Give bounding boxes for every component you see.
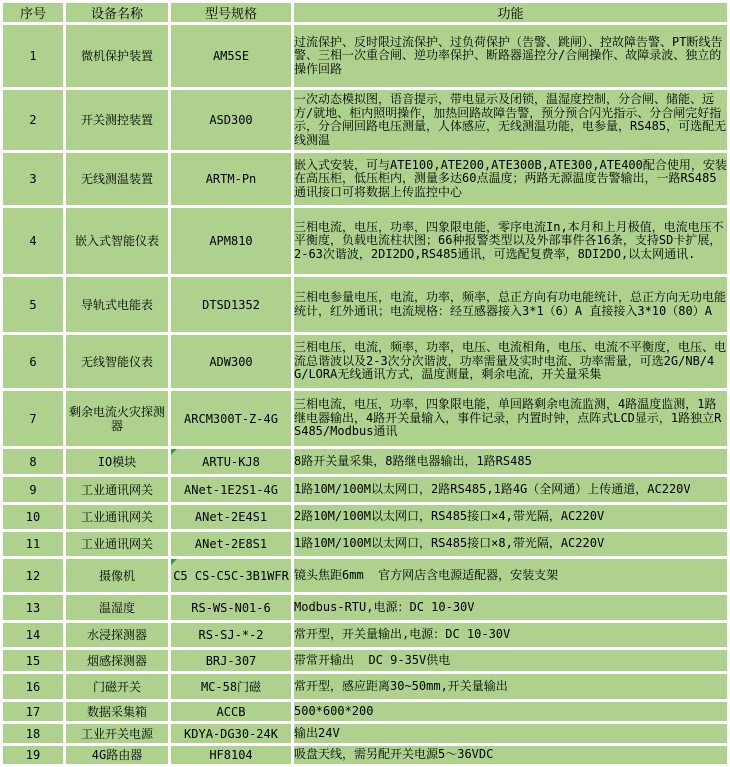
cell-function[interactable]: 三相电压，电流，频率，功率，电压、电流相角，电压、电流不平衡度，电压、电流总谐波以及2-3次分次谐波，功率需量及实时电流、功率需量，可选2G/NB/4G/LORA无线通讯方式，温度测量，剩余电流，开关量采集: [294, 335, 727, 388]
cell-index[interactable]: 5: [3, 277, 63, 332]
cell-model[interactable]: ARTM-Pn: [171, 153, 291, 205]
cell-flag-triangle-icon: [171, 449, 177, 455]
cell-model[interactable]: C5 CS-C5C-3B1WFR: [171, 559, 291, 592]
cell-function[interactable]: 三相电参量电压，电流，功率，频率，总正方向有功电能统计，总正方向无功电能统计，红外通讯；电流规格：经互感器接入3*1（6）A 直接接入3*10（80）A: [294, 277, 727, 332]
cell-index[interactable]: 4: [3, 208, 63, 274]
cell-function[interactable]: 一次动态模拟图，语音提示，带电显示及闭锁，温湿度控制，分合闸、储能、远方/就地、柜内照明操作，加热回路故障告警，预分预合闪光指示、分合闸完好指示，分合闸回路电压测量，人体感应，无线测温功能，电参量，RS485，可选配无线测温: [294, 90, 727, 150]
table-row: [3, 477, 727, 502]
cell-device-name[interactable]: 工业通讯网关: [66, 532, 168, 556]
cell-function[interactable]: 常开型，感应距离30~50mm,开关量输出: [294, 674, 727, 699]
cell-index[interactable]: 2: [3, 90, 63, 150]
cell-function[interactable]: 8路开关量采集，8路继电器输出，1路RS485: [294, 449, 727, 474]
cell-model[interactable]: MC-58门磁: [171, 674, 291, 699]
cell-model[interactable]: BRJ-307: [171, 650, 291, 671]
cell-index[interactable]: 9: [3, 477, 63, 502]
cell-index[interactable]: 10: [3, 505, 63, 529]
table-row: [3, 674, 727, 699]
table-row: [3, 505, 727, 529]
cell-function[interactable]: 1路10M/100M以太网口，RS485接口×8,带光隔，AC220V: [294, 532, 727, 556]
cell-model[interactable]: HF8104: [171, 746, 291, 764]
cell-device-name[interactable]: 工业开关电源: [66, 724, 168, 743]
cell-device-name[interactable]: 门磁开关: [66, 674, 168, 699]
cell-index[interactable]: 6: [3, 335, 63, 388]
header-row: [3, 3, 727, 22]
cell-function[interactable]: 500*600*200: [294, 702, 727, 721]
cell-device-name[interactable]: 摄像机: [66, 559, 168, 592]
cell-index[interactable]: 19: [3, 746, 63, 764]
cell-model[interactable]: ANet-2E4S1: [171, 505, 291, 529]
table-row: [3, 595, 727, 620]
col-header-name[interactable]: 设备名称: [66, 3, 168, 22]
cell-function[interactable]: 1路10M/100M以太网口，2路RS485,1路4G（全网通）上传通道，AC220V: [294, 477, 727, 502]
table-row: [3, 702, 727, 721]
cell-model[interactable]: ARTU-KJ8: [171, 449, 291, 474]
table-row: [3, 90, 727, 150]
table-row: [3, 208, 727, 274]
cell-device-name[interactable]: 无线测温装置: [66, 153, 168, 205]
cell-device-name[interactable]: 微机保护装置: [66, 25, 168, 87]
cell-device-name[interactable]: 工业通讯网关: [66, 505, 168, 529]
col-header-index[interactable]: 序号: [3, 3, 63, 22]
cell-device-name[interactable]: 4G路由器: [66, 746, 168, 764]
cell-index[interactable]: 7: [3, 391, 63, 446]
cell-model[interactable]: RS-SJ-*-2: [171, 623, 291, 647]
cell-device-name[interactable]: 导轨式电能表: [66, 277, 168, 332]
cell-model[interactable]: DTSD1352: [171, 277, 291, 332]
cell-model[interactable]: ASD300: [171, 90, 291, 150]
col-header-model[interactable]: 型号规格: [171, 3, 291, 22]
table-row: [3, 153, 727, 205]
cell-device-name[interactable]: 无线智能仪表: [66, 335, 168, 388]
cell-device-name[interactable]: IO模块: [66, 449, 168, 474]
table-row: [3, 532, 727, 556]
table-row: [3, 623, 727, 647]
table-row: [3, 335, 727, 388]
cell-model[interactable]: AM5SE: [171, 25, 291, 87]
cell-function[interactable]: Modbus-RTU,电源：DC 10-30V: [294, 595, 727, 620]
cell-index[interactable]: 14: [3, 623, 63, 647]
cell-index[interactable]: 18: [3, 724, 63, 743]
cell-index[interactable]: 12: [3, 559, 63, 592]
table-row: [3, 449, 727, 474]
cell-index[interactable]: 15: [3, 650, 63, 671]
table-row: [3, 25, 727, 87]
cell-model[interactable]: ACCB: [171, 702, 291, 721]
table-row: [3, 559, 727, 592]
cell-model[interactable]: ARCM300T-Z-4G: [171, 391, 291, 446]
cell-index[interactable]: 13: [3, 595, 63, 620]
cell-index[interactable]: 17: [3, 702, 63, 721]
cell-function[interactable]: 三相电流，电压，功率，四象限电能，单回路剩余电流监测，4路温度监测，1路继电器输出，4路开关量输入，事件记录，内置时钟，点阵式LCD显示，1路独立RS485/Modbus通讯: [294, 391, 727, 446]
cell-device-name[interactable]: 水浸探测器: [66, 623, 168, 647]
cell-index[interactable]: 3: [3, 153, 63, 205]
cell-model[interactable]: ANet-1E2S1-4G: [171, 477, 291, 502]
cell-flag-triangle-icon: [171, 559, 177, 565]
cell-device-name[interactable]: 工业通讯网关: [66, 477, 168, 502]
cell-model[interactable]: KDYA-DG30-24K: [171, 724, 291, 743]
cell-device-name[interactable]: 温湿度: [66, 595, 168, 620]
cell-function[interactable]: 镜头焦距6mm 官方网店含电源适配器，安装支架: [294, 559, 727, 592]
cell-device-name[interactable]: 开关测控装置: [66, 90, 168, 150]
table-header: [3, 3, 727, 22]
col-header-function[interactable]: 功能: [294, 3, 727, 22]
cell-function[interactable]: 三相电流，电压，功率，四象限电能，零序电流In,本月和上月极值，电流电压不平衡度，负载电流柱状图；66种报警类型以及外部事件各16条，支持SD卡扩展，2-63次谐波，2DI2DO,RS485通讯，可选配复费率，8DI2DO,以太网通讯.: [294, 208, 727, 274]
table-row: [3, 650, 727, 671]
cell-function[interactable]: 输出24V: [294, 724, 727, 743]
cell-function[interactable]: 吸盘天线，需另配开关电源5～36VDC: [294, 746, 727, 764]
cell-device-name[interactable]: 嵌入式智能仪表: [66, 208, 168, 274]
cell-function[interactable]: 2路10M/100M以太网口，RS485接口×4,带光隔，AC220V: [294, 505, 727, 529]
table-body: [3, 25, 727, 764]
cell-model[interactable]: RS-WS-N01-6: [171, 595, 291, 620]
cell-device-name[interactable]: 剩余电流火灾探测器: [66, 391, 168, 446]
cell-model[interactable]: APM810: [171, 208, 291, 274]
cell-function[interactable]: 常开型，开关量输出,电源：DC 10-30V: [294, 623, 727, 647]
cell-index[interactable]: 16: [3, 674, 63, 699]
cell-function[interactable]: 带常开输出 DC 9-35V供电: [294, 650, 727, 671]
cell-index[interactable]: 11: [3, 532, 63, 556]
table-row: [3, 277, 727, 332]
table-row: [3, 391, 727, 446]
cell-index[interactable]: 8: [3, 449, 63, 474]
cell-model[interactable]: ANet-2E8S1: [171, 532, 291, 556]
cell-device-name[interactable]: 数据采集箱: [66, 702, 168, 721]
cell-index[interactable]: 1: [3, 25, 63, 87]
table-row: [3, 746, 727, 764]
cell-device-name[interactable]: 烟感探测器: [66, 650, 168, 671]
table-row: [3, 724, 727, 743]
cell-function[interactable]: 过流保护、反时限过流保护、过负荷保护（告警、跳闸）、控故障告警、PT断线告警、三相一次重合闸、逆功率保护、断路器遥控分/合闸操作、故障录波、独立的操作回路: [294, 25, 727, 87]
cell-model[interactable]: ADW300: [171, 335, 291, 388]
cell-function[interactable]: 嵌入式安装，可与ATE100,ATE200,ATE300B,ATE300,ATE400配合使用，安装在高压柜，低压柜内，测量多达60点温度；两路无源温度告警输出，一路RS485通讯接口可将数据上传监控中心: [294, 153, 727, 205]
